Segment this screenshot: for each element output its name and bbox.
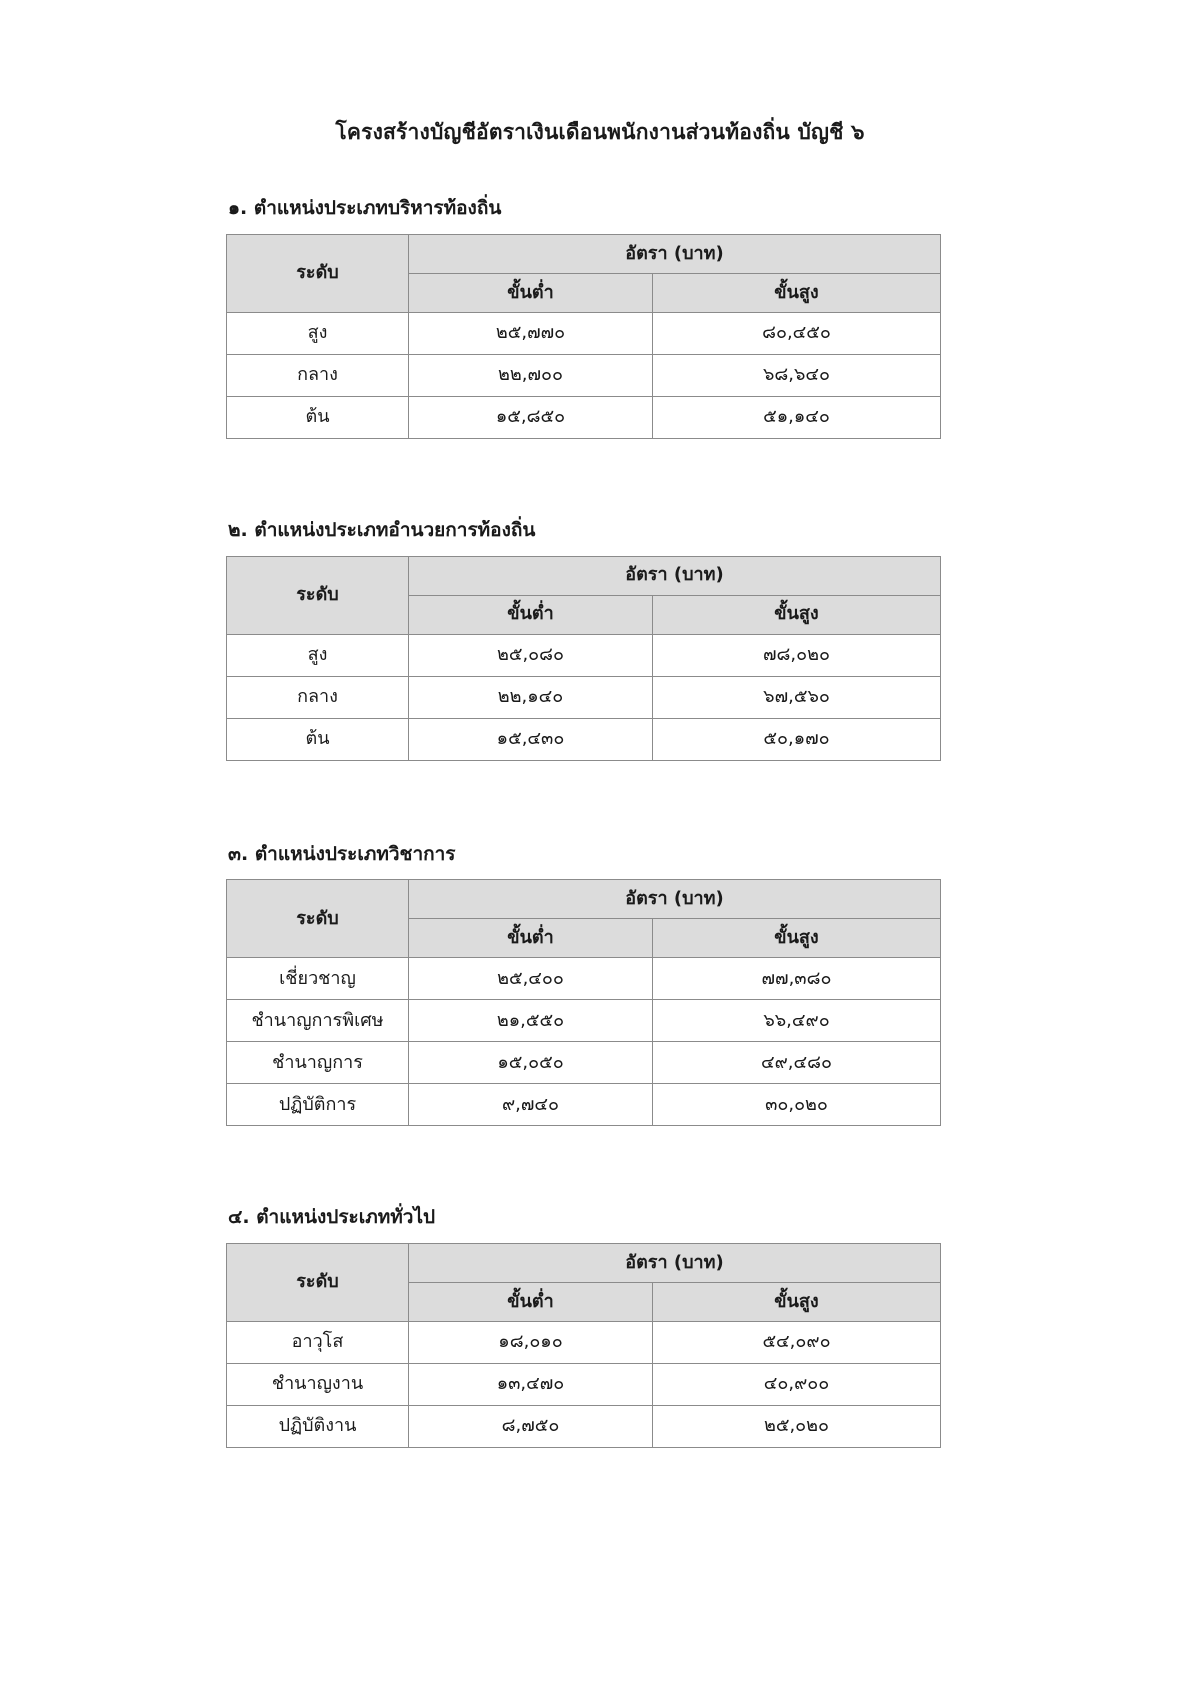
table-header-row <box>227 1243 941 1282</box>
section-1 <box>0 195 1200 439</box>
table-row <box>227 1042 941 1084</box>
cell-max: ๗๘,๐๒๐ <box>653 634 941 676</box>
column-header-max: ขั้นสูง <box>653 919 941 958</box>
cell-min: ๒๒,๗๐๐ <box>409 354 653 396</box>
salary-table-4 <box>226 1243 941 1448</box>
cell-max: ๕๐,๑๗๐ <box>653 718 941 760</box>
column-header-level: ระดับ <box>227 556 409 634</box>
column-header-rate: อัตรา (บาท) <box>409 880 941 919</box>
cell-level: สูง <box>227 634 409 676</box>
section-3-heading: ๓. ตำแหน่งประเภทวิชาการ <box>228 842 456 865</box>
table-row <box>227 1363 941 1405</box>
cell-min: ๒๕,๗๗๐ <box>409 312 653 354</box>
cell-max: ๕๔,๐๙๐ <box>653 1321 941 1363</box>
table-3-body <box>227 958 941 1126</box>
table-row <box>227 312 941 354</box>
cell-level: สูง <box>227 312 409 354</box>
cell-max: ๗๗,๓๘๐ <box>653 958 941 1000</box>
table-2-header <box>227 556 941 634</box>
table-row <box>227 1000 941 1042</box>
cell-min: ๒๑,๕๕๐ <box>409 1000 653 1042</box>
cell-level: ปฏิบัติงาน <box>227 1405 409 1447</box>
column-header-rate: อัตรา (บาท) <box>409 234 941 273</box>
column-header-min: ขั้นต่ำ <box>409 919 653 958</box>
column-header-min: ขั้นต่ำ <box>409 1282 653 1321</box>
cell-max: ๓๐,๐๒๐ <box>653 1084 941 1126</box>
cell-level: ปฏิบัติการ <box>227 1084 409 1126</box>
table-header-row <box>227 880 941 919</box>
table-row <box>227 1084 941 1126</box>
cell-min: ๙,๗๔๐ <box>409 1084 653 1126</box>
column-header-rate: อัตรา (บาท) <box>409 1243 941 1282</box>
cell-max: ๖๗,๕๖๐ <box>653 676 941 718</box>
column-header-max: ขั้นสูง <box>653 273 941 312</box>
section-4 <box>0 1204 1200 1448</box>
cell-min: ๒๕,๔๐๐ <box>409 958 653 1000</box>
cell-min: ๑๕,๐๕๐ <box>409 1042 653 1084</box>
cell-min: ๒๕,๐๘๐ <box>409 634 653 676</box>
table-1-body <box>227 312 941 438</box>
table-header-row <box>227 234 941 273</box>
table-row <box>227 1321 941 1363</box>
table-row <box>227 354 941 396</box>
cell-level: ชำนาญงาน <box>227 1363 409 1405</box>
table-2-body <box>227 634 941 760</box>
cell-max: ๒๕,๐๒๐ <box>653 1405 941 1447</box>
cell-min: ๒๒,๑๔๐ <box>409 676 653 718</box>
cell-level: ต้น <box>227 718 409 760</box>
table-row <box>227 634 941 676</box>
column-header-level: ระดับ <box>227 1243 409 1321</box>
cell-min: ๑๕,๘๕๐ <box>409 396 653 438</box>
table-4-body <box>227 1321 941 1447</box>
section-2-heading: ๒. ตำแหน่งประเภทอำนวยการท้องถิ่น <box>228 518 536 541</box>
page-title: โครงสร้างบัญชีอัตราเงินเดือนพนักงานส่วนท้องถิ่น บัญชี ๖ <box>335 120 865 144</box>
cell-max: ๖๖,๔๙๐ <box>653 1000 941 1042</box>
table-row <box>227 718 941 760</box>
section-4-heading: ๔. ตำแหน่งประเภททั่วไป <box>228 1206 436 1229</box>
salary-table-3 <box>226 879 941 1126</box>
salary-table-2 <box>226 556 941 761</box>
cell-level: กลาง <box>227 676 409 718</box>
cell-max: ๔๙,๔๘๐ <box>653 1042 941 1084</box>
table-row <box>227 396 941 438</box>
table-3-header <box>227 880 941 958</box>
table-row <box>227 1405 941 1447</box>
table-4-header <box>227 1243 941 1321</box>
cell-level: ชำนาญการพิเศษ <box>227 1000 409 1042</box>
section-2 <box>0 517 1200 761</box>
cell-level: กลาง <box>227 354 409 396</box>
cell-max: ๘๐,๔๕๐ <box>653 312 941 354</box>
column-header-max: ขั้นสูง <box>653 1282 941 1321</box>
cell-level: เชี่ยวชาญ <box>227 958 409 1000</box>
column-header-rate: อัตรา (บาท) <box>409 556 941 595</box>
section-3 <box>0 841 1200 1127</box>
column-header-min: ขั้นต่ำ <box>409 595 653 634</box>
column-header-level: ระดับ <box>227 880 409 958</box>
column-header-min: ขั้นต่ำ <box>409 273 653 312</box>
column-header-max: ขั้นสูง <box>653 595 941 634</box>
salary-table-1 <box>226 234 941 439</box>
cell-level: อาวุโส <box>227 1321 409 1363</box>
cell-min: ๑๓,๔๗๐ <box>409 1363 653 1405</box>
table-1-header <box>227 234 941 312</box>
table-row <box>227 676 941 718</box>
table-header-row <box>227 556 941 595</box>
table-row <box>227 958 941 1000</box>
cell-min: ๑๘,๐๑๐ <box>409 1321 653 1363</box>
column-header-level: ระดับ <box>227 234 409 312</box>
cell-level: ต้น <box>227 396 409 438</box>
section-1-heading: ๑. ตำแหน่งประเภทบริหารท้องถิ่น <box>228 197 502 220</box>
cell-max: ๔๐,๙๐๐ <box>653 1363 941 1405</box>
cell-max: ๖๘,๖๔๐ <box>653 354 941 396</box>
cell-max: ๕๑,๑๔๐ <box>653 396 941 438</box>
cell-min: ๘,๗๕๐ <box>409 1405 653 1447</box>
cell-level: ชำนาญการ <box>227 1042 409 1084</box>
cell-min: ๑๕,๔๓๐ <box>409 718 653 760</box>
